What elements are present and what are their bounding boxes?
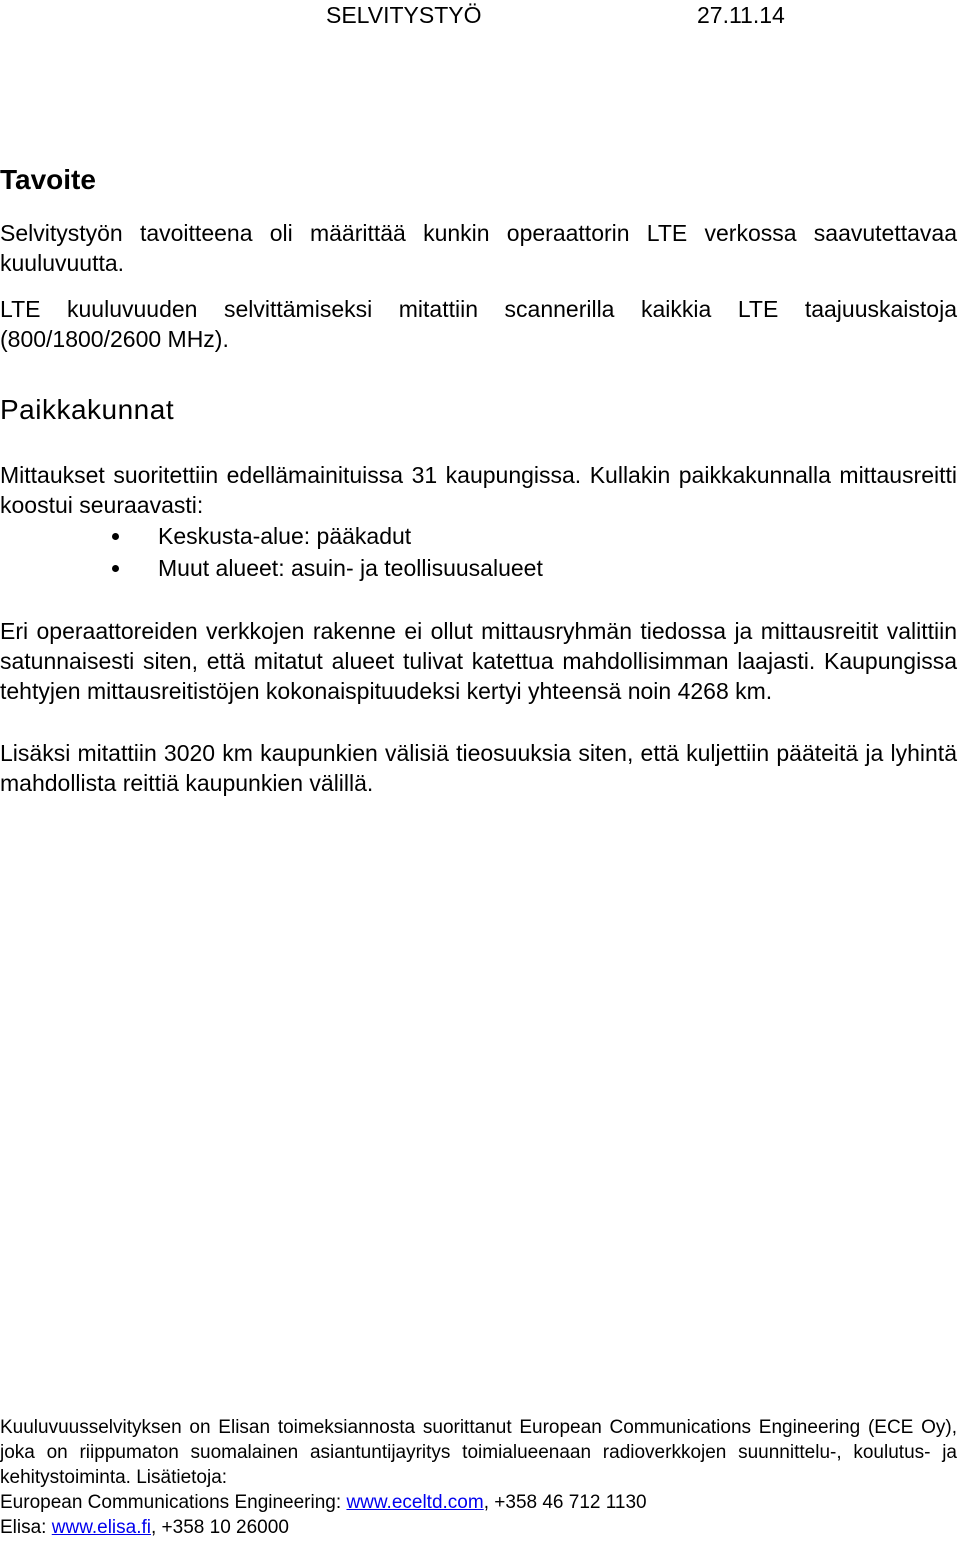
- document-date: 27.11.14: [697, 2, 785, 28]
- list-item: [0, 520, 957, 552]
- list-item-text: Keskusta-alue: pääkadut: [158, 523, 412, 549]
- section-heading-paikkakunnat: Paikkakunnat: [0, 394, 175, 425]
- document-body: [0, 160, 957, 798]
- bullet-icon: [112, 533, 119, 540]
- document-title: SELVITYSTYÖ: [326, 2, 482, 28]
- elisa-label: Elisa:: [0, 1517, 47, 1538]
- page-footer: [0, 1415, 957, 1540]
- paikkakunnat-paragraph-2: Eri operaattoreiden verkkojen rakenne ei ollut mittausryhmän tiedossa ja mittausreitit valittiin satunnaisesti siten, että mitatut alueet tulivat katettua mahdollisimman laajasti. Kaupungissa tehtyjen mittausreitistöjen kokonaispituudeksi kertyi yhteensä noin 4268 km.: [0, 618, 957, 704]
- footer-intro: Kuuluvuusselvityksen on Elisan toimeksiannosta suorittanut European Communications Engineering (ECE Oy), joka on riippumaton suomalainen asiantuntijayritys toimialueenaan radioverkkojen suunnittelu-, koulutus- ja kehitystoiminta. Lisätietoja:: [0, 1417, 957, 1488]
- list-item: [0, 552, 957, 584]
- section-heading-tavoite: Tavoite: [0, 164, 96, 195]
- ece-label: European Communications Engineering:: [0, 1492, 342, 1513]
- list-item-text: Muut alueet: asuin- ja teollisuusalueet: [158, 555, 543, 581]
- elisa-phone: , +358 10 26000: [151, 1517, 289, 1538]
- bullet-icon: [112, 565, 119, 572]
- paikkakunnat-paragraph-1: Mittaukset suoritettiin edellämainituissa 31 kaupungissa. Kullakin paikkakunnalla mittausreitti koostui seuraavasti:: [0, 462, 957, 518]
- page-header: [0, 0, 960, 32]
- paikkakunnat-paragraph-3: Lisäksi mitattiin 3020 km kaupunkien välisiä tieosuuksia siten, että kuljettiin pääteitä ja lyhintä mahdollista reittiä kaupunkien välillä.: [0, 740, 957, 796]
- footer-ece-line: [0, 1490, 957, 1515]
- elisa-website-link[interactable]: www.elisa.fi: [51, 1517, 151, 1538]
- footer-elisa-line: [0, 1515, 957, 1540]
- ece-website-link[interactable]: www.eceltd.com: [346, 1492, 484, 1513]
- ece-phone: , +358 46 712 1130: [483, 1492, 647, 1513]
- route-list: [0, 520, 957, 584]
- tavoite-paragraph-2: LTE kuuluvuuden selvittämiseksi mitattiin scannerilla kaikkia LTE taajuuskaistoja (800/1800/2600 MHz).: [0, 296, 957, 352]
- tavoite-paragraph-1: Selvitystyön tavoitteena oli määrittää kunkin operaattorin LTE verkossa saavutettavaa kuuluvuutta.: [0, 220, 957, 276]
